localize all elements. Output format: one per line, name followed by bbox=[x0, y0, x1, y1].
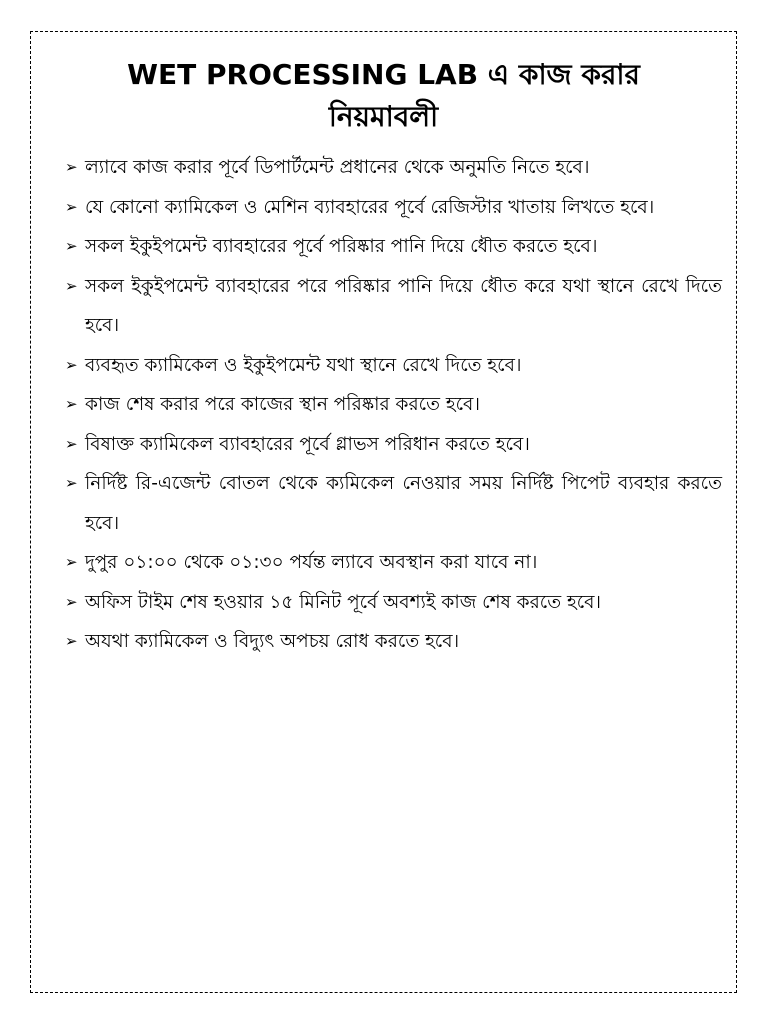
rule-item bbox=[65, 148, 722, 188]
arrow-bullet-icon: ➢ bbox=[65, 276, 78, 295]
arrow-bullet-icon: ➢ bbox=[65, 395, 78, 413]
notice-title bbox=[31, 54, 736, 138]
rule-item bbox=[65, 188, 722, 228]
rule-text: কাজ শেষ করার পরে কাজের স্থান পরিষ্কার করতে হবে। bbox=[85, 394, 480, 415]
rule-text: ল্যাবে কাজ করার পূর্বে ডিপার্টমেন্ট প্রধানের থেকে অনুমতি নিতে হবে। bbox=[85, 157, 590, 178]
rule-text: বিষাক্ত ক্যামিকেল ব্যাবহারের পূর্বে গ্লাভস পরিধান করতে হবে। bbox=[85, 433, 530, 455]
rule-text: সকল ইকুইপমেন্ট ব্যাবহারের পরে পরিষ্কার পানি দিয়ে ধৌত করে যথা স্থানে রেখে দিতে হবে। bbox=[85, 275, 722, 336]
arrow-bullet-icon: ➢ bbox=[65, 158, 78, 176]
rule-text: অফিস টাইম শেষ হওয়ার ১৫ মিনিট পূর্বে অবশ্যই কাজ শেষ করতে হবে। bbox=[85, 591, 602, 613]
rule-item bbox=[65, 346, 722, 386]
rule-text: সকল ইকুইপমেন্ট ব্যাবহারের পূর্বে পরিষ্কার পানি দিয়ে ধৌত করতে হবে। bbox=[85, 236, 598, 257]
notice-sheet bbox=[30, 31, 737, 993]
arrow-bullet-icon: ➢ bbox=[65, 197, 78, 216]
rule-item bbox=[65, 385, 722, 425]
rule-text: অযথা ক্যামিকেল ও বিদ্যুৎ অপচয় রোধ করতে হবে। bbox=[85, 631, 460, 652]
rule-item bbox=[65, 543, 722, 583]
rule-text: দুপুর ০১:০০ থেকে ০১:৩০ পর্যন্ত ল্যাবে অবস্থান করা যাবে না। bbox=[85, 552, 538, 573]
rules-list bbox=[31, 148, 736, 662]
rule-text: যে কোনো ক্যামিকেল ও মেশিন ব্যাবহারের পূর্বে রেজিস্টার খাতায় লিখতে হবে। bbox=[85, 196, 655, 218]
rule-item bbox=[65, 464, 722, 543]
arrow-bullet-icon: ➢ bbox=[65, 434, 78, 453]
title-line-1: WET PROCESSING LAB এ কাজ করার bbox=[127, 58, 640, 91]
arrow-bullet-icon: ➢ bbox=[65, 237, 78, 255]
rule-item bbox=[65, 227, 722, 267]
rule-text: ব্যবহৃত ক্যামিকেল ও ইকুইপমেন্ট যথা স্থানে রেখে দিতে হবে। bbox=[85, 354, 522, 376]
arrow-bullet-icon: ➢ bbox=[65, 553, 78, 571]
arrow-bullet-icon: ➢ bbox=[65, 355, 78, 374]
arrow-bullet-icon: ➢ bbox=[65, 474, 78, 492]
rule-item bbox=[65, 267, 722, 346]
rule-item bbox=[65, 425, 722, 465]
arrow-bullet-icon: ➢ bbox=[65, 632, 78, 650]
rule-item bbox=[65, 583, 722, 623]
arrow-bullet-icon: ➢ bbox=[65, 592, 78, 611]
rule-text: নির্দিষ্ট রি-এজেন্ট বোতল থেকে ক্যমিকেল নেওয়ার সময় নির্দিষ্ট পিপেট ব্যবহার করতে হবে। bbox=[85, 473, 722, 534]
title-line-2: নিয়মাবলী bbox=[328, 100, 439, 133]
rule-item bbox=[65, 622, 722, 662]
